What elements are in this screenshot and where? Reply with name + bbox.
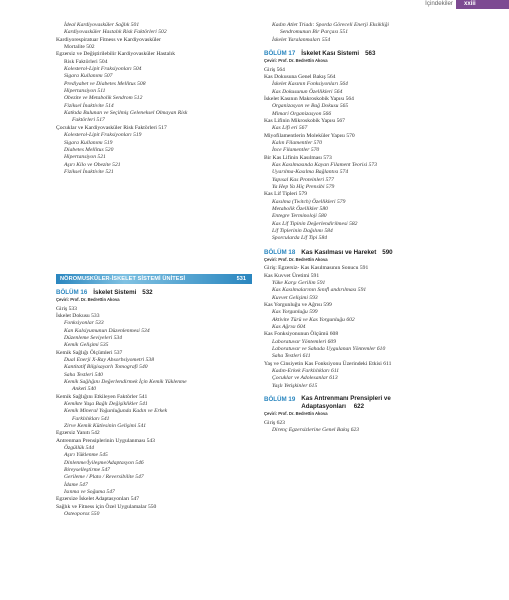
chapter-translator: Çeviri: Prof. Dr. Bedrettin Akova [56,297,120,302]
chapter-number: BÖLÜM 16 [56,289,88,296]
toc-entry: Anketi 540 [72,386,97,393]
chapter-translator: Çeviri: Prof. Dr. Bedrettin Akova [264,58,328,64]
toc-left-top-entries [56,22,256,176]
toc-entry: Hipertansiyon 511 [64,88,106,95]
toc-entry: İdeal Kardiyovasküler Sağlık 501 [64,22,140,28]
toc-entry: Egzersiz Yanıtı 542 [56,430,100,437]
toc-entry: Sendromunun Bir Parçası 551 [280,29,349,36]
toc-entry: Antrenman Prensiplerinin Uygulanması 543 [56,437,155,444]
chapter-18-entries [264,265,464,390]
toc-entry: Hipertansiyon 521 [64,154,106,161]
toc-entry: Yaşlı Yetişkinler 615 [272,382,318,389]
toc-entry: Kas Lifi eri 567 [272,125,308,132]
toc-entry: Kolesterol-Lipit Fraksiyonları 519 [64,132,142,139]
page-number-tab: xxiii [456,0,509,9]
toc-entry: Kas Dokusuna Genel Bakış 564 [264,73,336,80]
toc-entry: Sağlık ve Fitness için Özel Uygulamalar 550 [56,503,157,510]
chapter-19-heading [264,395,464,411]
toc-entry: Kas Ağrısı 604 [272,324,306,331]
toc-entry: Gerileme / Plato / Reversibilite 547 [64,474,144,481]
chapter-17-entries [264,67,464,243]
toc-entry: Giriş 533 [56,305,77,312]
toc-entry: Kardiyorespiratuar Fitness ve Kardiyovasküler [56,36,161,43]
toc-entry: Yapısal Kas Proteinleri 577 [272,176,334,183]
chapter-title: Kas Antrenmanı Prensipleri ve Adaptasyonları [301,395,391,411]
toc-entry: Kantitatif Bilgisayarlı Tomografi 540 [64,364,148,371]
toc-entry: Laboratuvar ve Sahada Uygulanan Yöntemler 610 [272,346,386,353]
toc-entry: Laboratuvar Yöntemleri 609 [272,338,337,345]
chapter-title: Kas Kasılması ve Hareket [301,248,377,256]
toc-entry: Kas Kasılmalarının Sınıfl andırılması 591 [272,287,367,294]
toc-entry: Aşırı Yüklenme 545 [64,452,108,459]
toc-entry: Kemik Sağlığını Etkileyen Faktörler 541 [56,393,148,400]
toc-entry: Isınma ve Soğuma 547 [64,489,115,496]
toc-entry: Kardiyovasküler Hastalık Risk Faktörleri 502 [64,29,167,36]
toc-entry: Dual Enerji X-Ray Absorbsiyometri 538 [64,356,155,363]
toc-entry: Aşırı Kilo ve Obezite 521 [64,161,121,168]
toc-entry: Giriş 623 [264,419,285,426]
toc-entry: Kemik Sağlığı Ölçümleri 537 [56,349,123,356]
toc-entry: Kas Yorgunluğu ve Ağrısı 599 [264,302,332,308]
toc-entry: Metabolik Özellikler 580 [272,206,328,213]
toc-entry: Zirve Kemik Kütlesinin Gelişimi 541 [64,423,147,429]
toc-entry: Aktivite Türü ve Kas Yorgunluğu 602 [272,316,355,323]
toc-entry: İskelet Kasının Fonksiyonları 564 [272,81,348,88]
toc-entry: Farklılıkları 541 [72,415,110,422]
toc-entry: Kas Yorgunluğu 599 [272,309,318,316]
toc-entry: Kas Fonksiyonunun Ölçümü 608 [264,331,339,338]
toc-entry: Mimari Organizasyon 566 [272,110,332,117]
running-header-title: İçindekiler [425,0,453,7]
toc-entry: Bireyselleştirme 547 [64,467,110,474]
unit-banner [56,274,252,284]
toc-entry: İskelet Yaralanmaları 554 [272,36,331,43]
toc-right-column [264,22,464,434]
toc-entry: Saha Testleri 611 [272,353,311,360]
toc-entry: Fiziksel İnaktivite 521 [64,168,114,175]
toc-entry: Yaş ve Cinsiyetin Kas Fonksiyonu Üzerindeki Etkisi 611 [264,360,392,367]
chapter-18-heading [264,248,464,257]
chapter-16-entries [56,306,256,519]
toc-entry: İnce Filamentler 570 [272,147,320,154]
toc-entry: Entegre Terminoloji 580 [272,213,327,220]
toc-entry: Özgüllük 544 [64,445,94,452]
toc-entry: Egzersiz ve Değiştirilebilir Kardiyovasküler Hastalık [56,51,175,58]
chapter-17-heading [264,49,464,58]
toc-entry: Miyofilamentlerin Moleküler Yapısı 570 [264,132,355,139]
toc-right-top-entries [264,22,464,44]
toc-entry: Mortalite 502 [64,44,95,51]
chapter-19-block [264,395,464,434]
toc-entry: Fiziksel İnaktivite 514 [64,102,114,109]
toc-entry: Giriş 564 [264,66,285,73]
toc-entry: Ya Hep Ya Hiç Prensibi 579 [272,184,335,191]
toc-entry: Sigara Kullanımı 519 [64,139,113,146]
toc-entry: Kemikte Yaşa Bağlı Değişiklikler 541 [64,400,148,407]
toc-entry: Dinlenme/İyileşme/Adaptasyon 546 [64,459,144,466]
chapter-translator: Çeviri: Prof. Dr. Bedrettin Akova [264,411,328,417]
toc-entry: Kasılma (Twitch) Özellikleri 579 [272,198,346,205]
toc-entry: Kas Lif Tipinin Değerlendirilmesi 582 [272,220,358,227]
chapter-page: 590 [382,248,393,256]
chapter-18-block [264,248,464,390]
toc-entry: Kas Dokusunun Özellikleri 564 [272,88,343,95]
toc-entry: Çocuklar ve Adolesanlar 613 [272,375,338,382]
toc-entry: İdame 547 [64,481,88,488]
toc-entry: Lif Tiplerinin Dağılımı 584 [272,228,333,235]
toc-entry: Kemik Gelişimi 535 [64,342,109,349]
toc-entry: Direnç Egzersizlerine Genel Bakış 623 [272,426,360,433]
toc-entry: Kan Kalsiyumunun Düzenlenmesi 534 [64,327,150,334]
toc-entry: Osteoporoz 550 [64,511,100,518]
toc-entry: Kas Lifinin Mikroskobik Yapısı 567 [264,117,345,124]
toc-entry: Kas Lif Tipleri 579 [264,191,308,198]
chapter-page: 622 [353,403,365,411]
toc-entry: Sporcularda Lif Tipi 584 [272,235,328,242]
chapter-number: BÖLÜM 18 [264,248,296,256]
toc-entry: Organizasyon ve Bağ Dokusu 565 [272,103,349,110]
toc-entry: Kadın-Erkek Farklılıkları 611 [272,368,340,375]
chapter-16-heading [56,288,256,297]
toc-entry: Saha Testleri 540 [64,371,103,378]
chapter-19-entries [264,420,464,435]
toc-entry: Giriş: Egzersiz- Kas Kasılmasının Sonucu 591 [264,265,369,272]
toc-entry: Obezite ve Metabolik Sendrom 512 [64,95,143,102]
toc-entry: İskelet Dokusu 533 [56,312,100,319]
toc-entry: Fonksiyonlar 533 [64,320,104,327]
chapter-page: 563 [365,50,376,58]
toc-entry: Diabetes Mellitus 520 [64,146,114,153]
toc-entry: Kalın Filamentler 570 [272,139,323,146]
toc-entry: Çocuklar ve Kardiyovasküler Risk Faktörleri 517 [56,124,167,131]
unit-page: 531 [236,276,246,282]
toc-entry: Egzersize İskelet Adaptasyonları 547 [56,496,140,503]
unit-title: NÖROMUSKÜLER-İSKELET SİSTEMİ ÜNİTESİ [60,276,186,282]
toc-entry: Prediyabet ve Diabetes Mellitus 508 [64,80,146,87]
toc-entry: Risk Faktörleri 504 [64,58,108,65]
toc-entry: Uyarılma-Kasılma Bağlantısı 574 [272,169,349,176]
chapter-title: İskelet Sistemi [93,289,137,296]
toc-entry: İskelet Kasının Makroskobik Yapısı 564 [264,95,354,102]
toc-entry: Kas Kuvvet Üretimi 591 [264,272,320,279]
toc-entry: Kemik Mineral Yoğunluğunda Kadın ve Erkek [64,408,168,415]
toc-entry: Kadın Atlet Triadı: Sporda Göreceli Enerji Eksikliği [272,22,389,28]
toc-entry: Kemik Sağlığını Değerlendirmek İçin Kemik Yüklenme [64,378,187,385]
toc-entry: Yüke Karşı Gerilim 591 [272,279,326,286]
toc-entry: Faktörleri 517 [72,117,105,124]
chapter-title: İskelet Kası Sistemi [301,50,360,58]
toc-entry: Sigara Kullanımı 507 [64,73,113,80]
chapter-number: BÖLÜM 17 [264,50,296,58]
toc-entry: Kas Kasılmasında Kayan Filament Teorisi 573 [272,162,377,168]
toc-entry: Bir Kas Lifinin Kasılması 573 [264,154,332,161]
chapter-17-block [264,49,464,243]
chapter-16-block [56,288,256,518]
chapter-page: 532 [142,289,153,296]
toc-left-column [56,22,256,176]
toc-entry: Kolesterol-Lipit Fraksiyonları 504 [64,66,142,73]
chapter-number: BÖLÜM 19 [264,396,296,404]
chapter-translator: Çeviri: Prof. Dr. Bedrettin Akova [264,256,328,262]
toc-entry: Katkıda Bulunan ve Seçilmiş Geleneksel Olmayan Risk [64,110,188,117]
toc-entry: Düzenleme Seviyeleri 534 [64,334,123,341]
toc-entry: Kuvvet Gelişimi 593 [272,294,318,301]
